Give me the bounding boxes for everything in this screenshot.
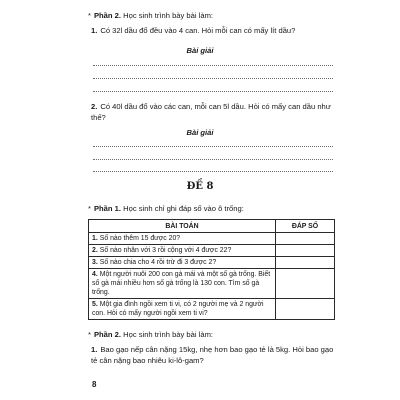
part1-heading: * Phần 1. Học sinh chỉ ghi đáp số vào ô trống:: [88, 204, 244, 213]
question-2: 2. Có 40l dầu đổ vào các can, mỗi can 5l dầu. Hỏi có mấy can dầu như thế?: [91, 102, 331, 122]
part2-heading-top: * Phần 2. Học sinh trình bày bài làm:: [88, 11, 214, 20]
answer-line: [93, 91, 333, 92]
answer-line: [93, 146, 333, 147]
answer-cell[interactable]: [276, 269, 335, 299]
question-1: 1. Có 32l dầu đổ đều vào 4 can. Hỏi mỗi can có mấy lít dầu?: [91, 26, 296, 35]
answer-line: [93, 65, 333, 66]
table-row: 1. Số nào thêm 15 được 20?: [89, 233, 335, 245]
table-row: 2. Số nào nhân với 3 rồi cộng với 4 được 22?: [89, 245, 335, 257]
answer-cell[interactable]: [276, 233, 335, 245]
answer-line: [93, 78, 333, 79]
answer-line: [93, 159, 333, 160]
question-b1: 1. Bao gạo nếp cân nặng 15kg, nhẹ hơn bao gạo tẻ là 5kg. Hỏi bao gạo tẻ cân nặng bao nhiêu ki-lô-gam?: [91, 345, 334, 365]
solution-label-2: Bài giải: [186, 128, 214, 137]
answer-cell[interactable]: [276, 245, 335, 257]
page-number: 8: [92, 380, 97, 389]
answer-line: [93, 171, 333, 172]
answer-cell[interactable]: [276, 299, 335, 320]
answer-cell[interactable]: [276, 257, 335, 269]
header-answer: ĐÁP SỐ: [276, 220, 335, 233]
exam-title: ĐỀ 8: [186, 181, 214, 192]
table-row: 5. Một gia đình ngồi xem ti vi, có 2 người mẹ và 2 người con. Hỏi có mấy người ngồi xem ti vi?: [89, 299, 335, 320]
answer-table: [88, 219, 335, 320]
solution-label-1: Bài giải: [186, 46, 214, 55]
table-row: 4. Một người nuôi 200 con gà mái và một số gà trống. Biết số gà mái nhiều hơn số gà trống là 130 con. Tìm số gà trống.: [89, 269, 335, 299]
header-problem: BÀI TOÁN: [89, 220, 276, 233]
part2-heading-bottom: * Phần 2. Học sinh trình bày bài làm:: [88, 330, 214, 339]
table-row: 3. Số nào chia cho 4 rồi trừ đi 3 được 2?: [89, 257, 335, 269]
